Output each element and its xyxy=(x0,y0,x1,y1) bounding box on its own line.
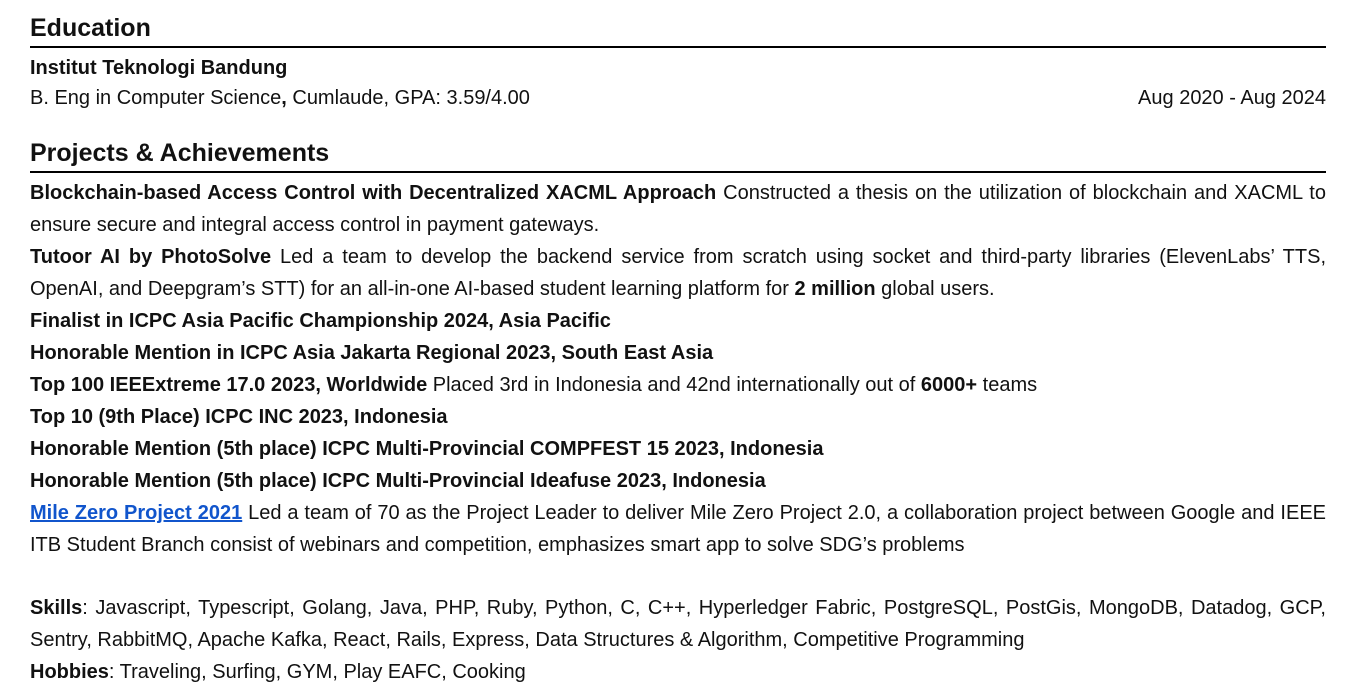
project-desc: Constructed a thesis on the utilization of blockchain and XACML to ensure secure and integral access control in payment gateways. xyxy=(30,182,1326,236)
project-desc: Led a team of 70 as the Project Leader to deliver Mile Zero Project 2.0, a collaboration project between Google and IEEE ITB Student Branch consist of webinars and competition, emphasizes smart app to solve SDG’s problems xyxy=(30,502,1326,556)
achievement-desc: teams xyxy=(977,374,1038,396)
hobbies-line xyxy=(30,656,1326,688)
achievement-compfest xyxy=(30,433,1326,465)
achievement-title: Finalist in ICPC Asia Pacific Championship 2024, Asia Pacific xyxy=(30,310,611,332)
achievement-ieeextreme xyxy=(30,369,1326,401)
hobbies-label: Hobbies xyxy=(30,661,109,683)
achievement-icpc-asia-pacific xyxy=(30,305,1326,337)
achievement-desc-bold: 6000+ xyxy=(920,374,978,396)
skills-section xyxy=(30,592,1326,688)
projects-heading: Projects & Achievements xyxy=(30,139,1326,173)
project-desc: Led a team to develop the backend service from scratch using socket and third-party libraries (ElevenLabs’ TTS, OpenAI, and Deepgram’s STT) for an all-in-one AI-based student learning platform for xyxy=(30,246,1326,300)
skills-label: Skills xyxy=(30,597,83,619)
achievement-icpc-inc xyxy=(30,401,1326,433)
achievement-title: Honorable Mention (5th place) ICPC Multi-Provincial COMPFEST 15 2023, Indonesia xyxy=(30,438,824,460)
achievement-title: Honorable Mention in ICPC Asia Jakarta Regional 2023, South East Asia xyxy=(30,342,714,364)
project-item-tutoor-ai xyxy=(30,241,1326,305)
achievement-title: Top 10 (9th Place) ICPC INC 2023, Indonesia xyxy=(30,406,448,428)
achievement-title: Top 100 IEEExtreme 17.0 2023, Worldwide xyxy=(30,374,428,396)
projects-list xyxy=(30,177,1326,561)
project-desc-bold: 2 million xyxy=(794,278,876,300)
degree-text-pre: B. Eng in Computer Science xyxy=(30,87,282,109)
achievement-title: Honorable Mention (5th place) ICPC Multi-Provincial Ideafuse 2023, Indonesia xyxy=(30,470,766,492)
project-desc: global users. xyxy=(875,278,995,300)
hobbies-list: : Traveling, Surfing, GYM, Play EAFC, Cooking xyxy=(108,661,526,683)
skills-line xyxy=(30,592,1326,656)
degree-bold-comma: , xyxy=(281,87,287,109)
achievement-icpc-jakarta xyxy=(30,337,1326,369)
projects-section xyxy=(30,139,1326,561)
project-item-mile-zero xyxy=(30,497,1326,561)
project-title: Tutoor AI by PhotoSolve xyxy=(30,246,272,268)
education-heading: Education xyxy=(30,14,1326,48)
skills-list: : Javascript, Typescript, Golang, Java, PHP, Ruby, Python, C, C++, Hyperledger Fabric, PostgreSQL, PostGis, MongoDB, Datadog, GCP, Sentry, RabbitMQ, Apache Kafka, React, Rails, Express, Data Structures & Algorithm, Competitive Programming xyxy=(30,597,1326,651)
degree-text xyxy=(30,83,530,113)
education-section xyxy=(30,14,1326,113)
project-title: Blockchain-based Access Control with Decentralized XACML Approach xyxy=(30,182,717,204)
degree-row xyxy=(30,83,1326,113)
achievement-ideafuse xyxy=(30,465,1326,497)
school-name: Institut Teknologi Bandung xyxy=(30,57,288,79)
mile-zero-project-link[interactable]: Mile Zero Project 2021 xyxy=(30,502,243,524)
project-item-blockchain xyxy=(30,177,1326,241)
education-dates: Aug 2020 - Aug 2024 xyxy=(1138,87,1326,109)
achievement-desc: Placed 3rd in Indonesia and 42nd internationally out of xyxy=(427,374,921,396)
degree-text-post: Cumlaude, GPA: 3.59/4.00 xyxy=(286,87,530,109)
